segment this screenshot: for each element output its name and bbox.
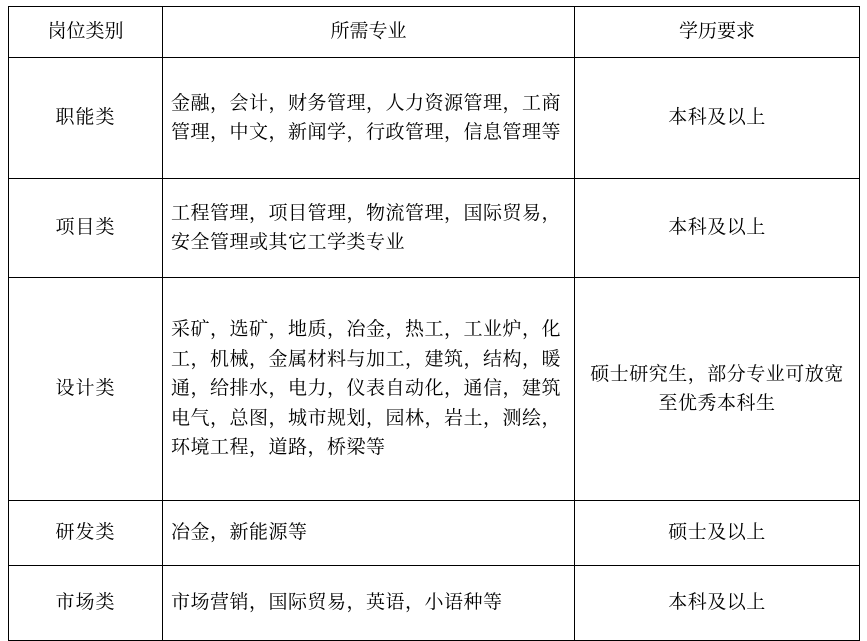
cell-category: 设计类	[9, 278, 163, 501]
column-header-degree: 学历要求	[575, 7, 860, 58]
column-header-major: 所需专业	[163, 7, 575, 58]
cell-category: 研发类	[9, 501, 163, 566]
cell-majors: 金融，会计，财务管理，人力资源管理，工商管理，中文，新闻学，行政管理，信息管理等	[163, 58, 575, 179]
cell-majors: 工程管理，项目管理，物流管理，国际贸易，安全管理或其它工学类专业	[163, 179, 575, 278]
cell-degree: 本科及以上	[575, 58, 860, 179]
cell-category: 市场类	[9, 566, 163, 641]
table-row	[9, 278, 860, 501]
cell-majors: 采矿，选矿，地质，冶金，热工，工业炉，化工，机械，金属材料与加工，建筑，结构，暖通，给排水，电力，仪表自动化，通信，建筑电气，总图，城市规划，园林，岩土，测绘，环境工程，道路，桥梁等	[163, 278, 575, 501]
cell-degree: 硕士研究生，部分专业可放宽至优秀本科生	[575, 278, 860, 501]
cell-category: 项目类	[9, 179, 163, 278]
table-row	[9, 179, 860, 278]
cell-degree: 硕士及以上	[575, 501, 860, 566]
table-row	[9, 566, 860, 641]
job-requirements-table	[8, 6, 860, 641]
table-row	[9, 58, 860, 179]
table-header-row	[9, 7, 860, 58]
cell-majors: 冶金，新能源等	[163, 501, 575, 566]
cell-category: 职能类	[9, 58, 163, 179]
cell-degree: 本科及以上	[575, 566, 860, 641]
column-header-category: 岗位类别	[9, 7, 163, 58]
table-row	[9, 501, 860, 566]
cell-majors: 市场营销，国际贸易，英语，小语种等	[163, 566, 575, 641]
cell-degree: 本科及以上	[575, 179, 860, 278]
